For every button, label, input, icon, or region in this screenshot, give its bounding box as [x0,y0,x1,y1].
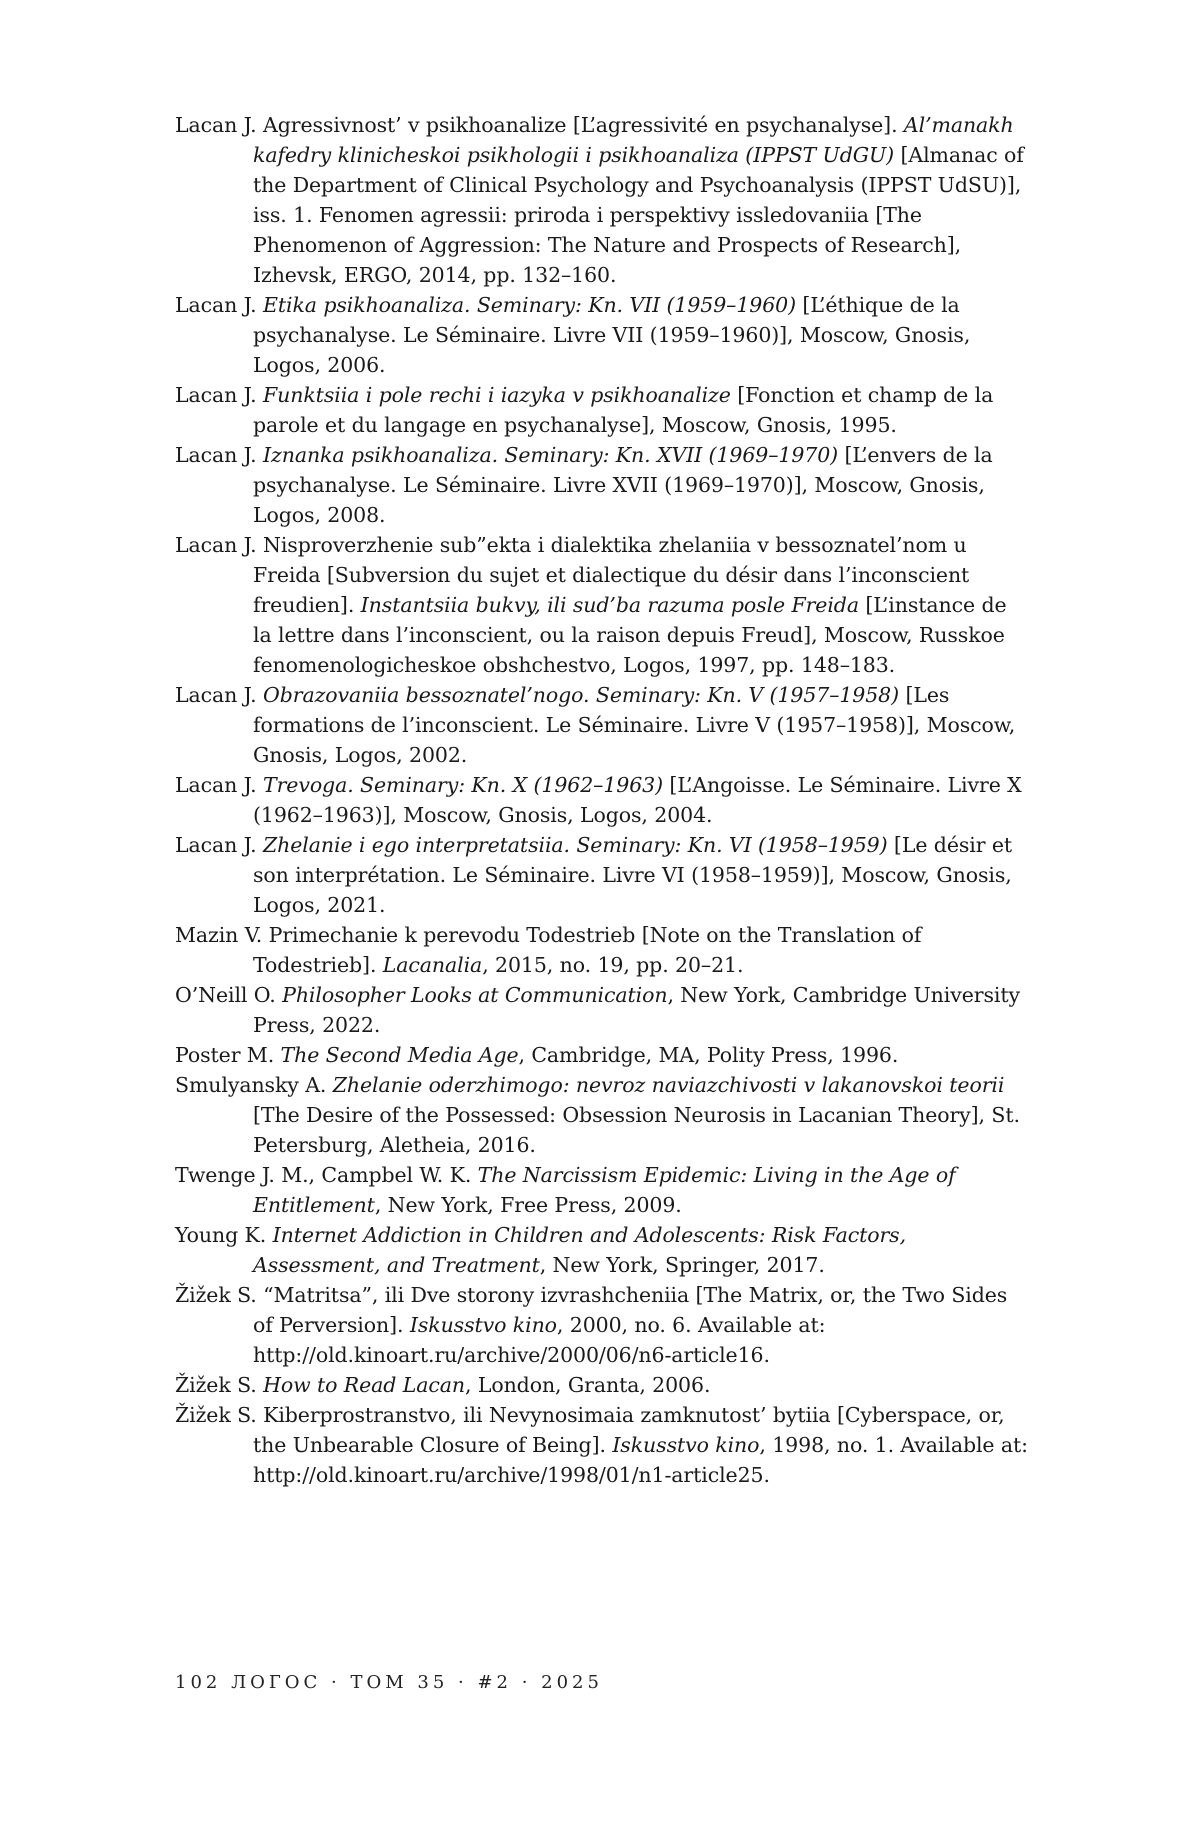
reference-entry [175,830,1031,920]
reference-entry [175,680,1031,770]
reference-text: [L’éthique de la psychanalyse. Le Séminaire. Livre VII (1959–1960)], Moscow, Gnosis, Logos, 2006. [253,293,971,377]
reference-entry [175,1220,1031,1280]
reference-text: Lacan J. [175,443,264,467]
reference-text: [L’envers de la psychanalyse. Le Séminaire. Livre XVII (1969–1970)], Moscow, Gnosis, Logos, 2008. [253,443,993,527]
reference-title: Al’manakh kafedry klinicheskoi psikhologii i psikhoanaliza (IPPST UdGU) [253,113,1014,167]
reference-text: Lacan J. [175,773,264,797]
reference-text: , 2000, no. 6. Available at: http://old.kinoart.ru/archive/2000/06/n6-article16. [253,1313,826,1367]
reference-text: Mazin V. Primechanie k perevodu Todestrieb [Note on the Translation of Todestrieb]. [175,923,922,977]
reference-title: Trevoga. Seminary: Kn. X (1962–1963) [263,773,663,797]
reference-text: Lacan J. [175,293,264,317]
reference-text: O’Neill O. [175,983,283,1007]
reference-text: [Fonction et champ de la parole et du langage en psychanalyse], Moscow, Gnosis, 1995. [253,383,994,437]
reference-text: , New York, Springer, 2017. [539,1253,825,1277]
reference-entry [175,380,1031,440]
reference-title: Obrazovaniia bessoznatel’nogo. Seminary: Kn. V (1957–1958) [263,683,900,707]
reference-text: , New York, Cambridge University Press, 2022. [253,983,1020,1037]
reference-entry [175,920,1031,980]
reference-entry [175,1070,1031,1160]
reference-title: Instantsiia bukvy, ili sud’ba razuma posle Freida [360,593,859,617]
reference-title: Internet Addiction in Children and Adolescents: Risk Factors, Assessment, and Treatment [253,1223,906,1277]
reference-text: [The Desire of the Possessed: Obsession Neurosis in Lacanian Theory], St. Petersburg, Aletheia, 2016. [253,1103,1020,1157]
reference-text: Žižek S. [175,1373,264,1397]
reference-title: Philosopher Looks at Communication [282,983,668,1007]
reference-entry [175,290,1031,380]
reference-text: Young K. [175,1223,273,1247]
reference-title: Funktsiia i pole rechi i iazyka v psikhoanalize [263,383,731,407]
reference-text: Lacan J. Agressivnost’ v psikhoanalize [L’agressivité en psychanalyse]. [175,113,904,137]
reference-text: Lacan J. [175,683,264,707]
reference-text: [Almanac of the Department of Clinical Psychology and Psychoanalysis (IPPST UdSU)], iss. 1. Fenomen agressii: priroda i perspektivy issledovaniia [The Phenomenon of Aggression: The Nature and Prospects of Research], Izhevsk, ERGO, 2014, pp. 132–160. [253,143,1024,287]
reference-title: Zhelanie i ego interpretatsiia. Seminary: Kn. VI (1958–1959) [263,833,888,857]
reference-text: [Les formations de l’inconscient. Le Séminaire. Livre V (1957–1958)], Moscow, Gnosis, Logos, 2002. [253,683,1016,767]
reference-entry [175,980,1031,1040]
reference-entry [175,530,1031,680]
reference-title: How to Read Lacan [263,1373,465,1397]
reference-entry [175,110,1031,290]
reference-entry [175,1040,1031,1070]
reference-text: , Cambridge, MA, Polity Press, 1996. [518,1043,899,1067]
reference-text: [Le désir et son interprétation. Le Séminaire. Livre VI (1958–1959)], Moscow, Gnosis, Logos, 2021. [253,833,1013,917]
reference-title: Zhelanie oderzhimogo: nevroz naviazchivosti v lakanovskoi teorii [332,1073,1005,1097]
reference-text: Poster M. [175,1043,281,1067]
reference-title: The Second Media Age [280,1043,519,1067]
reference-text: Smulyansky A. [175,1073,333,1097]
reference-entry [175,1400,1031,1490]
reference-text: Lacan J. [175,383,264,407]
reference-text: Žižek S. Kiberprostranstvo, ili Nevynosimaia zamknutost’ bytiia [Cyberspace, or, the Unbearable Closure of Being]. [175,1403,1005,1457]
reference-entry [175,1160,1031,1220]
reference-title: Etika psikhoanaliza. Seminary: Kn. VII (1959–1960) [263,293,796,317]
reference-list [175,110,1031,1490]
reference-entry [175,1280,1031,1370]
reference-title: The Narcissism Epidemic: Living in the Age of Entitlement [253,1163,956,1217]
reference-text: , 1998, no. 1. Available at: http://old.kinoart.ru/archive/1998/01/n1-article25. [253,1433,1028,1487]
reference-text: Lacan J. Nisproverzhenie sub”ekta i dialektika zhelaniia v bessoznatel’nom u Freida [Subversion du sujet et dialectique du désir dans l’inconscient freudien]. [175,533,970,617]
reference-title: Iskusstvo kino [409,1313,557,1337]
reference-entry [175,440,1031,530]
reference-title: Iznanka psikhoanaliza. Seminary: Kn. XVII (1969–1970) [263,443,839,467]
reference-text: Žižek S. “Matritsa”, ili Dve storony izvrashcheniia [The Matrix, or, the Two Sides of Perversion]. [175,1283,1008,1337]
reference-text: , London, Granta, 2006. [464,1373,711,1397]
reference-title: Iskusstvo kino [612,1433,760,1457]
page-footer: 102 ЛОГОС · ТОМ 35 · #2 · 2025 [175,1672,603,1693]
reference-text: Twenge J. M., Campbel W. K. [175,1163,478,1187]
reference-text: Lacan J. [175,833,264,857]
reference-entry [175,770,1031,830]
reference-text: , New York, Free Press, 2009. [374,1193,682,1217]
reference-text: , 2015, no. 19, pp. 20–21. [482,953,744,977]
reference-entry [175,1370,1031,1400]
reference-text: [L’Angoisse. Le Séminaire. Livre X (1962–1963)], Moscow, Gnosis, Logos, 2004. [253,773,1022,827]
reference-text: [L’instance de la lettre dans l’inconscient, ou la raison depuis Freud], Moscow, Russkoe fenomenologicheskoe obshchestvo, Logos, 1997, pp. 148–183. [253,593,1007,677]
reference-title: Lacanalia [382,953,483,977]
